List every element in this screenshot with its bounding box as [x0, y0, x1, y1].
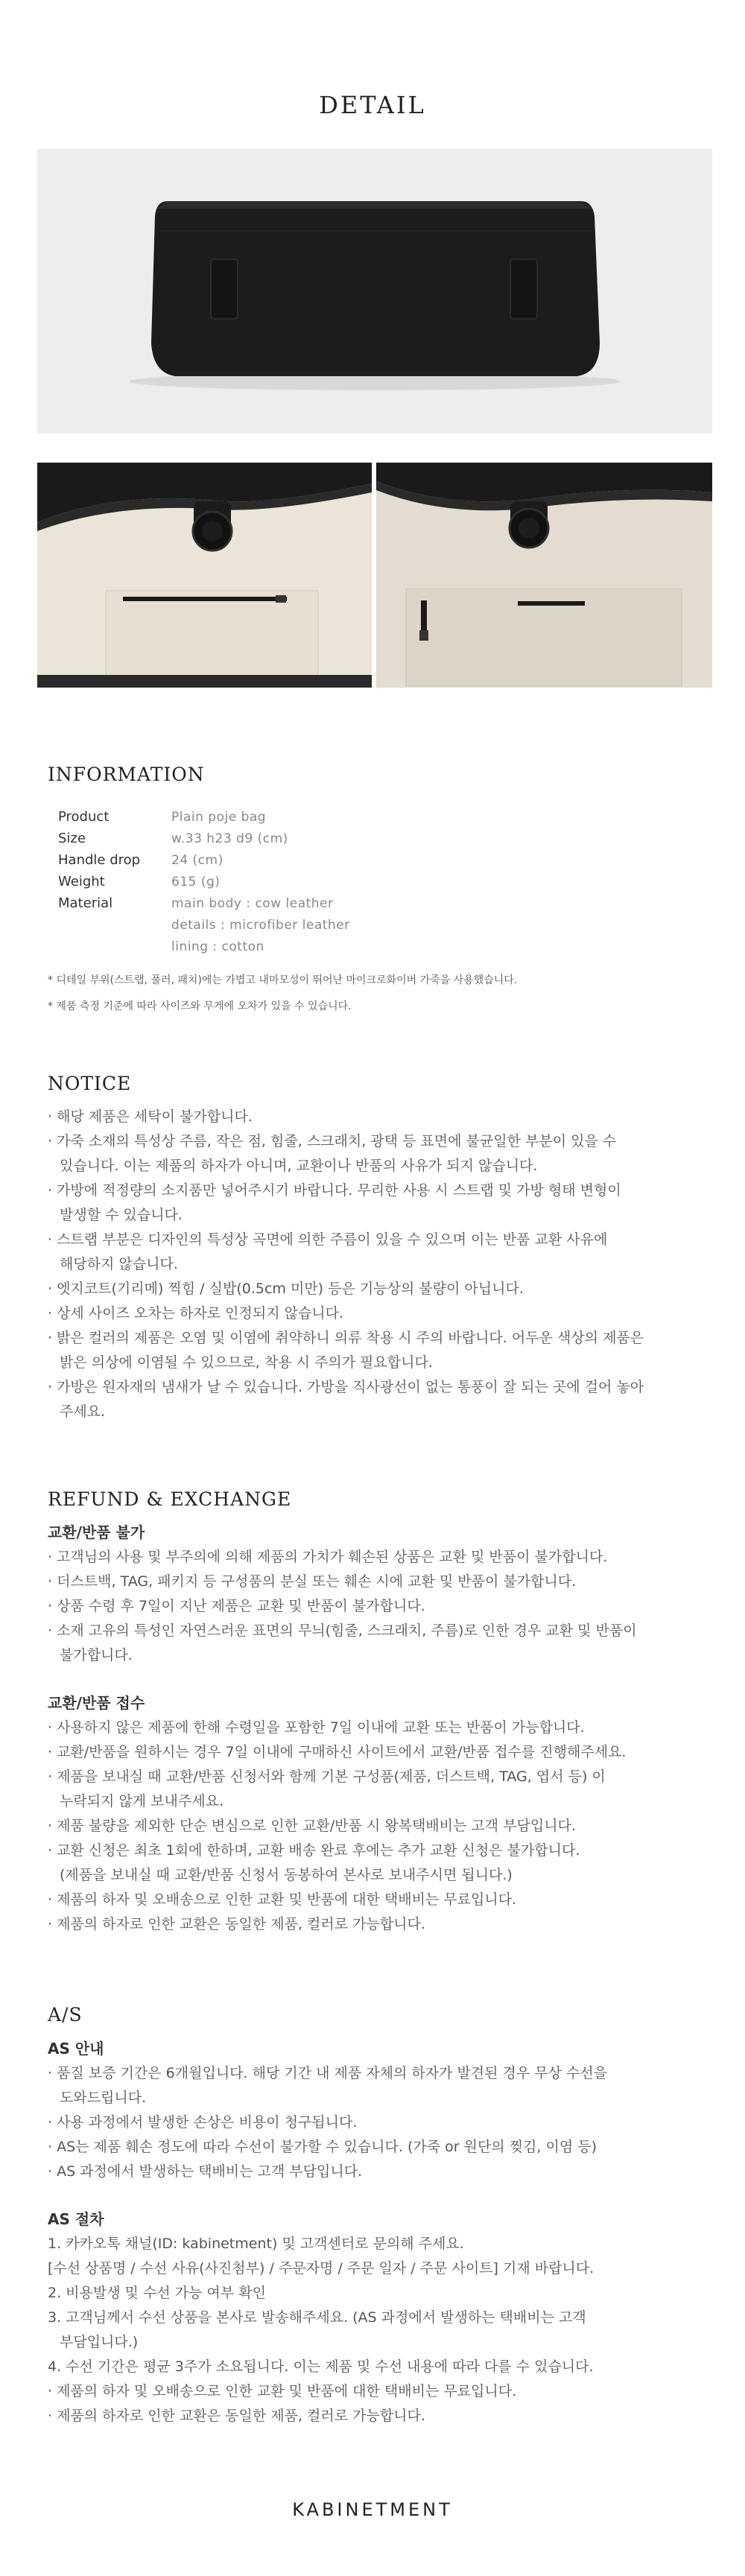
info-row-material: [58, 892, 350, 914]
as-heading: A/S: [48, 2004, 83, 2025]
list-item: 4. 수선 기간은 평균 3주가 소요됩니다. 이는 제품 및 수선 내용에 따라 다를 수 있습니다.: [48, 2358, 594, 2375]
info-value: details : microfiber leather: [171, 917, 350, 933]
list-item: · 교환 신청은 최초 1회에 한하며, 교환 배송 완료 후에는 추가 교환 신청은 불가합니다.: [48, 1842, 580, 1859]
list-item: · 더스트백, TAG, 패키지 등 구성품의 분실 또는 훼손 시에 교환 및 반품이 불가합니다.: [48, 1573, 577, 1590]
list-item-continuation: 해당하지 않습니다.: [60, 1256, 178, 1272]
info-value: 24 (cm): [171, 852, 224, 868]
list-item: · 상품 수령 후 7일이 지난 제품은 교환 및 반품이 불가합니다.: [48, 1598, 425, 1614]
detail-title: DETAIL: [319, 91, 426, 119]
list-item: · 상세 사이즈 오차는 하자로 인정되지 않습니다.: [48, 1305, 344, 1322]
info-value: main body : cow leather: [171, 895, 334, 911]
refund-heading: REFUND & EXCHANGE: [48, 1488, 292, 1510]
list-item: · AS는 제품 훼손 정도에 따라 수선이 불가할 수 있습니다. (가죽 or 원단의 찢김, 이염 등): [48, 2139, 597, 2155]
list-item: · 스트랩 부분은 디자인의 특성상 곡면에 의한 주름이 있을 수 있으며 이는 반품 교환 사유에: [48, 1231, 608, 1248]
info-value: w.33 h23 d9 (cm): [171, 831, 288, 846]
list-item: [수선 상품명 / 수선 사유(사진첨부) / 주문자명 / 주문 일자 / 주문 사이트] 기재 바랍니다.: [48, 2260, 595, 2277]
brand-logo-text: KABINETMENT: [292, 2499, 453, 2520]
list-item-continuation: 발생할 수 있습니다.: [60, 1207, 183, 1223]
sub-heading: AS 절차: [48, 2210, 104, 2228]
information-table: [58, 806, 350, 957]
list-item: 1. 카카오톡 채널(ID: kabinetment) 및 고객센터로 문의해 주세요.: [48, 2236, 464, 2252]
info-note: * 디테일 부위(스트랩, 풀러, 패치)에는 가볍고 내마모성이 뛰어난 마이크로화이버 가죽을 사용했습니다.: [48, 974, 518, 986]
info-label: Product: [58, 809, 110, 825]
list-item: · 제품의 하자 및 오배송으로 인한 교환 및 반품에 대한 택배비는 무료입니다.: [48, 1891, 517, 1908]
list-item: · 제품을 보내실 때 교환/반품 신청서와 함께 기본 구성품(제품, 더스트백, TAG, 엽서 등) 이: [48, 1768, 606, 1785]
info-label: Handle drop: [58, 852, 141, 868]
list-item: · 사용 과정에서 발생한 손상은 비용이 청구됩니다.: [48, 2114, 358, 2131]
list-item: · 제품 불량을 제외한 단순 변심으로 인한 교환/반품 시 왕복택배비는 고객 부담입니다.: [48, 1818, 576, 1834]
notice-list: [48, 1105, 711, 1424]
list-item-continuation: 주세요.: [60, 1403, 106, 1420]
info-label: Size: [58, 831, 86, 846]
sub-heading: 교환/반품 불가: [48, 1523, 145, 1541]
list-item: · AS 과정에서 발생하는 택배비는 고객 부담입니다.: [48, 2163, 363, 2180]
list-item: · 가죽 소재의 특성상 주름, 작은 점, 힘줄, 스크래치, 광택 등 표면에 불균일한 부분이 있을 수: [48, 1133, 617, 1149]
info-row-weight: [58, 871, 350, 892]
list-item: 3. 고객님께서 수선 상품을 본사로 발송해주세요. (AS 과정에서 발생하는 택배비는 고객: [48, 2309, 586, 2326]
information-heading: INFORMATION: [48, 764, 205, 785]
list-item: · 제품의 하자로 인한 교환은 동일한 제품, 컬러로 가능합니다.: [48, 2408, 425, 2424]
list-item: · 사용하지 않은 제품에 한해 수령일을 포함한 7일 이내에 교환 또는 반품이 가능합니다.: [48, 1719, 585, 1736]
info-value: lining : cotton: [171, 939, 264, 954]
info-row-product: [58, 806, 350, 828]
info-note: * 제품 측정 기준에 따라 사이즈와 무게에 오차가 있을 수 있습니다.: [48, 1000, 352, 1012]
list-item: 2. 비용발생 및 수선 가능 여부 확인: [48, 2285, 266, 2301]
list-item-continuation: 도와드립니다.: [60, 2090, 147, 2106]
list-item: · 제품의 하자 및 오배송으로 인한 교환 및 반품에 대한 택배비는 무료입니다.: [48, 2383, 517, 2399]
sub-heading: 교환/반품 접수: [48, 1694, 145, 1712]
info-value: Plain poje bag: [171, 809, 267, 825]
info-row-handle-drop: [58, 849, 350, 871]
list-item-continuation: 밝은 의상에 이염될 수 있으므로, 착용 시 주의가 필요합니다.: [60, 1354, 433, 1371]
list-item: · 가방에 적정량의 소지품만 넣어주시기 바랍니다. 무리한 사용 시 스트랩 및 가방 형태 변형이: [48, 1182, 621, 1199]
list-item-continuation: (제품을 보내실 때 교환/반품 신청서 동봉하여 본사로 보내주시면 됩니다.): [60, 1867, 513, 1883]
info-row-size: [58, 828, 350, 849]
list-item: · 해당 제품은 세탁이 불가합니다.: [48, 1108, 253, 1125]
list-item: · 고객님의 사용 및 부주의에 의해 제품의 가치가 훼손된 상품은 교환 및 반품이 불가합니다.: [48, 1549, 608, 1565]
bag-interior-photo-right: [376, 463, 712, 688]
list-item-continuation: 부담입니다.): [60, 2334, 139, 2350]
list-item: · 가방은 원자재의 냄새가 날 수 있습니다. 가방을 직사광선이 없는 통풍이 잘 되는 곳에 걸어 놓아: [48, 1379, 644, 1395]
list-item: · 엣지코트(기리메) 찍힘 / 실밥(0.5cm 미만) 등은 기능상의 불량이 아닙니다.: [48, 1281, 524, 1297]
bag-interior-photo-left: [37, 463, 372, 688]
list-item-continuation: 누락되지 않게 보내주세요.: [60, 1793, 224, 1809]
notice-heading: NOTICE: [48, 1073, 132, 1094]
list-item: · 품질 보증 기간은 6개월입니다. 해당 기간 내 제품 자체의 하자가 발견된 경우 무상 수선을: [48, 2065, 608, 2081]
info-row-material-lining: [58, 936, 350, 957]
list-item: · 교환/반품을 원하시는 경우 7일 이내에 구매하신 사이트에서 교환/반품 접수를 진행해주세요.: [48, 1744, 627, 1760]
list-item-continuation: 불가합니다.: [60, 1647, 133, 1663]
refund-list: [48, 1520, 711, 1937]
sub-heading: AS 안내: [48, 2040, 104, 2058]
info-row-material-details: [58, 914, 350, 936]
info-label: Weight: [58, 874, 105, 889]
list-item: · 밝은 컬러의 제품은 오염 및 이염에 취약하니 의류 착용 시 주의 바랍니다. 어두운 색상의 제품은: [48, 1330, 644, 1346]
info-value: 615 (g): [171, 874, 221, 889]
list-item: · 소재 고유의 특성인 자연스러운 표면의 무늬(힘줄, 스크래치, 주름)로 인한 경우 교환 및 반품이: [48, 1622, 637, 1639]
list-item: · 제품의 하자로 인한 교환은 동일한 제품, 컬러로 가능합니다.: [48, 1916, 425, 1932]
info-label: Material: [58, 895, 113, 911]
bag-bottom-photo: [37, 149, 712, 434]
list-item-continuation: 있습니다. 이는 제품의 하자가 아니며, 교환이나 반품의 사유가 되지 않습니다.: [60, 1158, 538, 1174]
as-list: [48, 2036, 711, 2429]
